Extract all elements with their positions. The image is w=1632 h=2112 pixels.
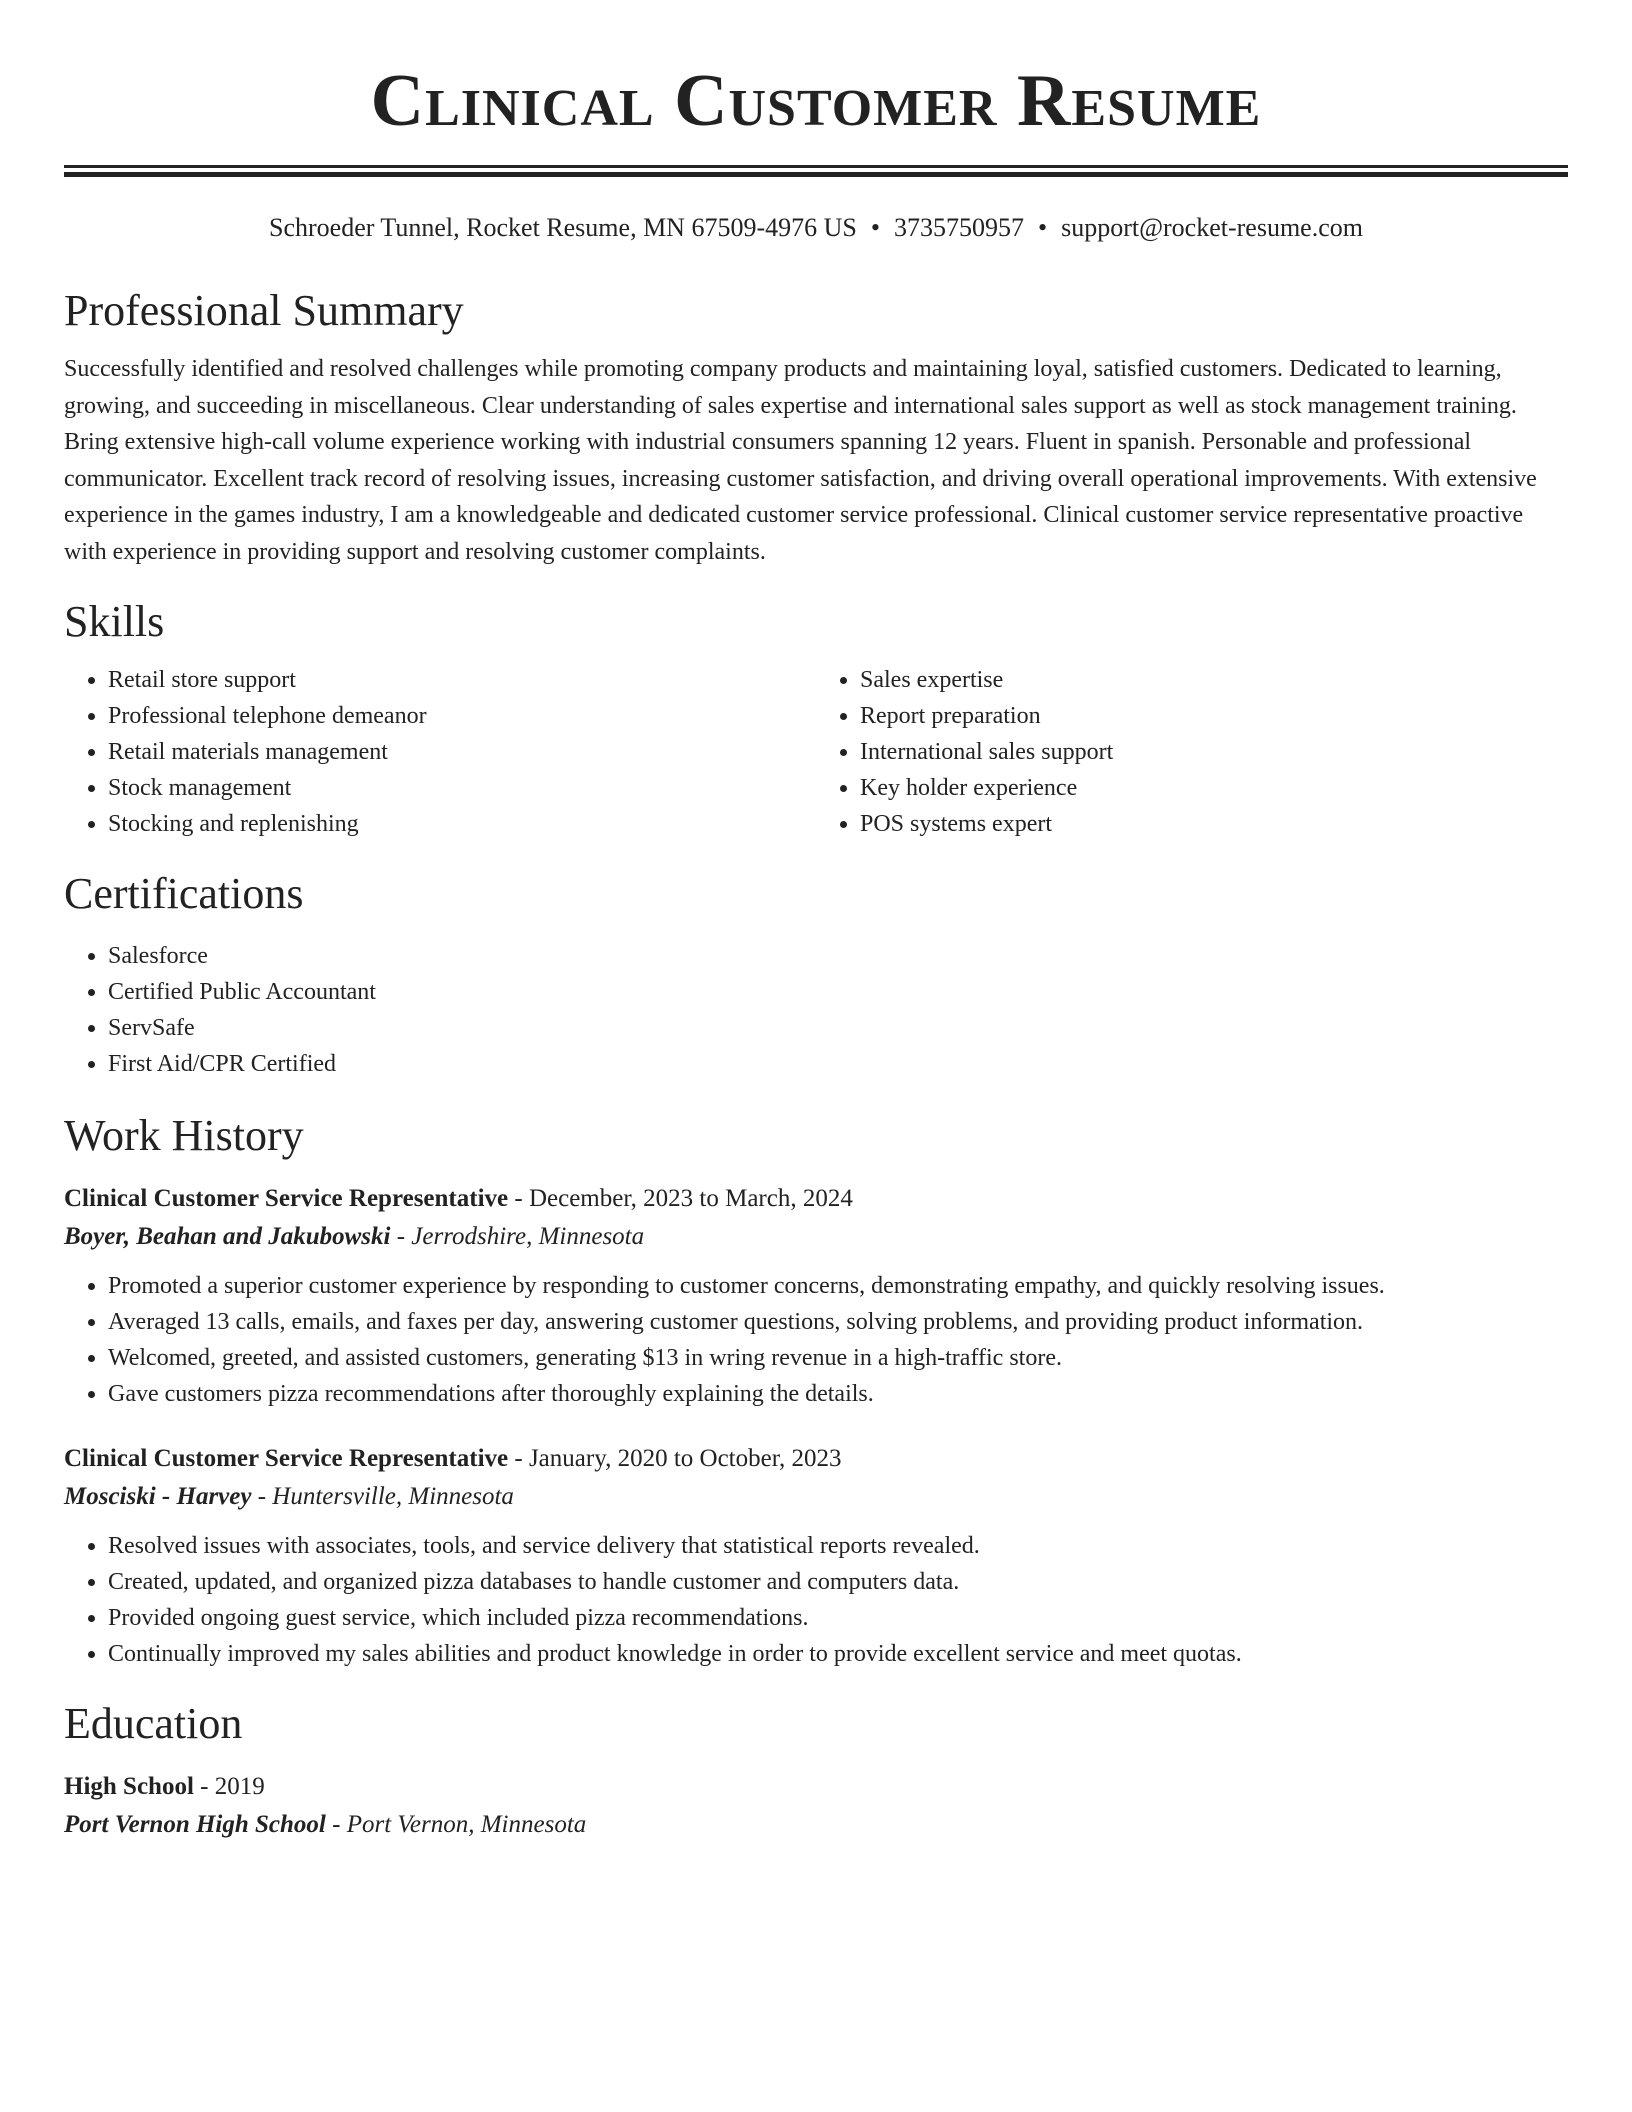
job-duty: • Provided ongoing guest service, which included pizza recommendations. bbox=[108, 1600, 1568, 1636]
skill-item: • Stocking and replenishing bbox=[108, 806, 816, 842]
certification-item: • ServSafe bbox=[108, 1010, 1568, 1046]
job-entry bbox=[64, 1440, 1568, 1672]
education-degree: High School bbox=[64, 1773, 194, 1800]
job-duty: • Continually improved my sales abilities and product knowledge in order to provide excellent service and meet quotas. bbox=[108, 1636, 1568, 1672]
job-company: Mosciski - Harvey bbox=[64, 1483, 252, 1510]
certification-item: • Salesforce bbox=[108, 938, 1568, 974]
skill-item: • International sales support bbox=[860, 734, 1568, 770]
job-duty: • Welcomed, greeted, and assisted customers, generating $13 in wring revenue in a high-traffic store. bbox=[108, 1340, 1568, 1376]
job-duties-list bbox=[64, 1268, 1568, 1412]
job-header bbox=[64, 1180, 1568, 1218]
job-entry bbox=[64, 1180, 1568, 1412]
skills-columns bbox=[64, 662, 1568, 842]
resume-title: Clinical Customer Resume bbox=[370, 60, 1262, 142]
skill-item: • Retail materials management bbox=[108, 734, 816, 770]
work-history-heading: Work History bbox=[64, 1111, 304, 1160]
job-dates: - December, 2023 to March, 2024 bbox=[508, 1185, 853, 1212]
contact-address: Schroeder Tunnel, Rocket Resume, MN 67509-4976 US bbox=[269, 213, 857, 242]
job-duty: • Averaged 13 calls, emails, and faxes per day, answering customer questions, solving problems, and providing product information. bbox=[108, 1304, 1568, 1340]
job-duty: • Created, updated, and organized pizza databases to handle customer and computers data. bbox=[108, 1564, 1568, 1600]
skill-item: • Retail store support bbox=[108, 662, 816, 698]
job-duty: • Gave customers pizza recommendations after thoroughly explaining the details. bbox=[108, 1376, 1568, 1412]
education-school: Port Vernon High School bbox=[64, 1811, 326, 1838]
education-heading: Education bbox=[64, 1699, 243, 1748]
summary-heading: Professional Summary bbox=[64, 286, 464, 335]
job-employer bbox=[64, 1478, 1568, 1516]
skill-item: • POS systems expert bbox=[860, 806, 1568, 842]
contact-phone: 3735750957 bbox=[893, 213, 1024, 242]
skill-item: • Stock management bbox=[108, 770, 816, 806]
skills-heading: Skills bbox=[64, 597, 165, 646]
skills-list-left bbox=[64, 662, 816, 842]
contact-line bbox=[64, 211, 1568, 245]
education-header bbox=[64, 1768, 1568, 1806]
skill-item: • Professional telephone demeanor bbox=[108, 698, 816, 734]
contact-email: support@rocket-resume.com bbox=[1061, 213, 1363, 242]
title-divider bbox=[64, 165, 1568, 177]
job-duty: • Promoted a superior customer experience by responding to customer concerns, demonstrating empathy, and quickly resolving issues. bbox=[108, 1268, 1568, 1304]
job-dates: - January, 2020 to October, 2023 bbox=[508, 1445, 842, 1472]
job-location: - Jerrodshire, Minnesota bbox=[390, 1223, 645, 1250]
job-location: - Huntersville, Minnesota bbox=[251, 1483, 514, 1510]
certifications-list bbox=[64, 938, 1568, 1082]
contact-separator: • bbox=[870, 213, 880, 242]
education-institution bbox=[64, 1806, 1568, 1844]
skills-list-right bbox=[816, 662, 1568, 842]
certification-item: • Certified Public Accountant bbox=[108, 974, 1568, 1010]
education-year: - 2019 bbox=[193, 1773, 265, 1800]
contact-separator: • bbox=[1037, 213, 1048, 242]
summary-text: Successfully identified and resolved challenges while promoting company products and maintaining loyal, satisfied customers. Dedicated to learning, growing, and succeeding in miscellaneous. Clear understanding of sales expertise and international sales support as well as stock management training. Bring extensive high-call volume experience working with industrial consumers spanning 12 years. Fluent in spanish. Personable and professional communicator. Excellent track record of resolving issues, increasing customer satisfaction, and driving overall operational improvements. With extensive experience in the games industry, I am a knowledgeable and dedicated customer service professional. Clinical customer service representative proactive with experience in providing support and resolving customer complaints. bbox=[64, 356, 1537, 565]
skill-item: • Report preparation bbox=[860, 698, 1568, 734]
job-header bbox=[64, 1440, 1568, 1478]
job-duty: • Resolved issues with associates, tools, and service delivery that statistical reports revealed. bbox=[108, 1528, 1568, 1564]
job-duties-list bbox=[64, 1528, 1568, 1672]
job-company: Boyer, Beahan and Jakubowski bbox=[64, 1223, 391, 1250]
education-location: - Port Vernon, Minnesota bbox=[325, 1811, 587, 1838]
certifications-heading: Certifications bbox=[64, 869, 304, 918]
skill-item: • Key holder experience bbox=[860, 770, 1568, 806]
skill-item: • Sales expertise bbox=[860, 662, 1568, 698]
job-role: Clinical Customer Service Representative bbox=[64, 1185, 509, 1212]
job-role: Clinical Customer Service Representative bbox=[64, 1445, 509, 1472]
certification-item: • First Aid/CPR Certified bbox=[108, 1046, 1568, 1082]
job-employer bbox=[64, 1218, 1568, 1256]
